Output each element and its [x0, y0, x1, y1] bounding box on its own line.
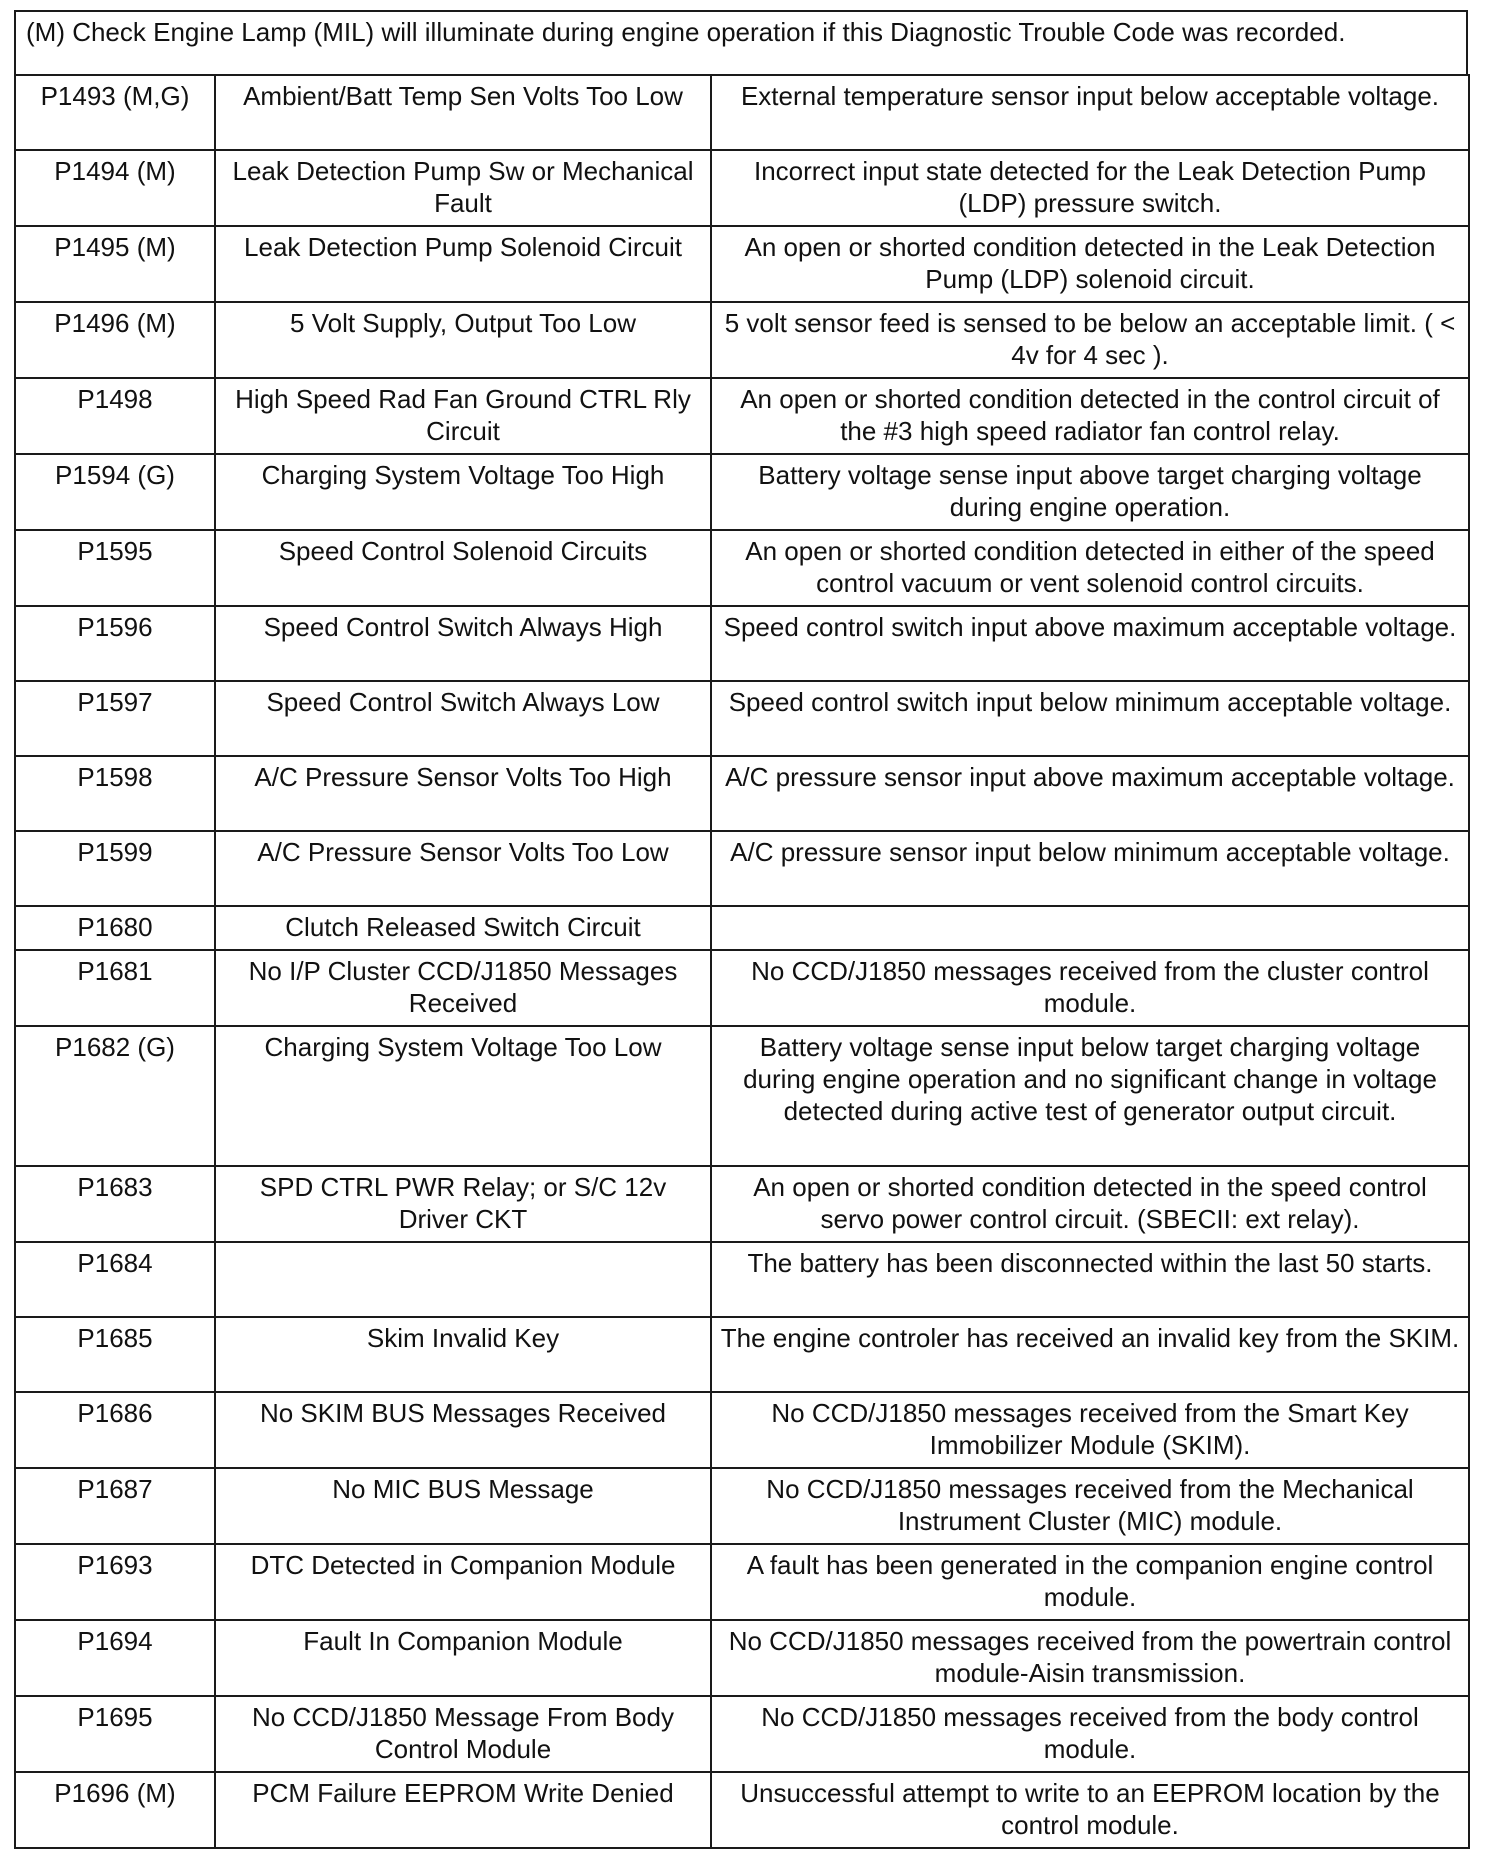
dtc-description: Battery voltage sense input below target charging voltage during engine operation and no significant change in voltage detected during active test of generator output circuit.	[711, 1026, 1469, 1166]
dtc-description: An open or shorted condition detected in the Leak Detection Pump (LDP) solenoid circuit.	[711, 226, 1469, 302]
table-row	[15, 226, 1469, 302]
dtc-title: No MIC BUS Message	[215, 1468, 711, 1544]
table-row	[15, 302, 1469, 378]
dtc-description: The battery has been disconnected within the last 50 starts.	[711, 1242, 1469, 1317]
dtc-code: P1599	[15, 831, 215, 906]
table-row	[15, 454, 1469, 530]
dtc-description: No CCD/J1850 messages received from the cluster control module.	[711, 950, 1469, 1026]
dtc-title: Charging System Voltage Too High	[215, 454, 711, 530]
dtc-code: P1686	[15, 1392, 215, 1468]
dtc-description: No CCD/J1850 messages received from the powertrain control module-Aisin transmission.	[711, 1620, 1469, 1696]
table-row	[15, 1544, 1469, 1620]
dtc-code: P1681	[15, 950, 215, 1026]
dtc-description: A fault has been generated in the companion engine control module.	[711, 1544, 1469, 1620]
dtc-title: Fault In Companion Module	[215, 1620, 711, 1696]
dtc-title: PCM Failure EEPROM Write Denied	[215, 1772, 711, 1848]
dtc-title: No SKIM BUS Messages Received	[215, 1392, 711, 1468]
dtc-description	[711, 906, 1469, 950]
dtc-code: P1496 (M)	[15, 302, 215, 378]
dtc-description: Battery voltage sense input above target charging voltage during engine operation.	[711, 454, 1469, 530]
dtc-code: P1680	[15, 906, 215, 950]
table-row	[15, 756, 1469, 831]
dtc-code: P1694	[15, 1620, 215, 1696]
dtc-code: P1685	[15, 1317, 215, 1392]
table-row	[15, 1696, 1469, 1772]
dtc-description: An open or shorted condition detected in the speed control servo power control circuit. (SBECII: ext relay).	[711, 1166, 1469, 1242]
dtc-title: 5 Volt Supply, Output Too Low	[215, 302, 711, 378]
dtc-description: Speed control switch input below minimum acceptable voltage.	[711, 681, 1469, 756]
dtc-description: A/C pressure sensor input below minimum acceptable voltage.	[711, 831, 1469, 906]
dtc-title: High Speed Rad Fan Ground CTRL Rly Circuit	[215, 378, 711, 454]
dtc-title: A/C Pressure Sensor Volts Too High	[215, 756, 711, 831]
dtc-description: No CCD/J1850 messages received from the Smart Key Immobilizer Module (SKIM).	[711, 1392, 1469, 1468]
dtc-code: P1595	[15, 530, 215, 606]
dtc-code: P1493 (M,G)	[15, 75, 215, 150]
table-row	[15, 378, 1469, 454]
table-row	[15, 1392, 1469, 1468]
dtc-title: Charging System Voltage Too Low	[215, 1026, 711, 1166]
dtc-document	[14, 10, 1468, 1849]
dtc-code: P1498	[15, 378, 215, 454]
table-row	[15, 1468, 1469, 1544]
table-row	[15, 1166, 1469, 1242]
dtc-code: P1596	[15, 606, 215, 681]
dtc-description: No CCD/J1850 messages received from the body control module.	[711, 1696, 1469, 1772]
dtc-description: A/C pressure sensor input above maximum acceptable voltage.	[711, 756, 1469, 831]
dtc-title: Speed Control Solenoid Circuits	[215, 530, 711, 606]
dtc-description: The engine controler has received an invalid key from the SKIM.	[711, 1317, 1469, 1392]
table-row	[15, 75, 1469, 150]
dtc-description: Speed control switch input above maximum acceptable voltage.	[711, 606, 1469, 681]
table-row	[15, 906, 1469, 950]
dtc-code: P1598	[15, 756, 215, 831]
dtc-code: P1597	[15, 681, 215, 756]
dtc-title: Clutch Released Switch Circuit	[215, 906, 711, 950]
mil-note: (M) Check Engine Lamp (MIL) will illuminate during engine operation if this Diagnostic Trouble Code was recorded.	[14, 10, 1468, 74]
dtc-title: Ambient/Batt Temp Sen Volts Too Low	[215, 75, 711, 150]
table-row	[15, 1772, 1469, 1848]
dtc-description: An open or shorted condition detected in the control circuit of the #3 high speed radiator fan control relay.	[711, 378, 1469, 454]
dtc-description: 5 volt sensor feed is sensed to be below an acceptable limit. ( < 4v for 4 sec ).	[711, 302, 1469, 378]
dtc-title: No CCD/J1850 Message From Body Control Module	[215, 1696, 711, 1772]
dtc-title: SPD CTRL PWR Relay; or S/C 12v Driver CKT	[215, 1166, 711, 1242]
dtc-table	[14, 74, 1470, 1849]
dtc-code: P1695	[15, 1696, 215, 1772]
dtc-title: No I/P Cluster CCD/J1850 Messages Received	[215, 950, 711, 1026]
dtc-code: P1594 (G)	[15, 454, 215, 530]
dtc-title: DTC Detected in Companion Module	[215, 1544, 711, 1620]
table-row	[15, 1620, 1469, 1696]
dtc-title: Speed Control Switch Always High	[215, 606, 711, 681]
dtc-description: External temperature sensor input below acceptable voltage.	[711, 75, 1469, 150]
table-row	[15, 681, 1469, 756]
dtc-title: Leak Detection Pump Solenoid Circuit	[215, 226, 711, 302]
dtc-code: P1687	[15, 1468, 215, 1544]
table-row	[15, 530, 1469, 606]
table-row	[15, 950, 1469, 1026]
table-row	[15, 1026, 1469, 1166]
dtc-title: Skim Invalid Key	[215, 1317, 711, 1392]
dtc-code: P1682 (G)	[15, 1026, 215, 1166]
dtc-description: No CCD/J1850 messages received from the Mechanical Instrument Cluster (MIC) module.	[711, 1468, 1469, 1544]
table-row	[15, 150, 1469, 226]
table-row	[15, 606, 1469, 681]
dtc-description: An open or shorted condition detected in either of the speed control vacuum or vent solenoid control circuits.	[711, 530, 1469, 606]
dtc-title: Speed Control Switch Always Low	[215, 681, 711, 756]
dtc-code: P1684	[15, 1242, 215, 1317]
dtc-code: P1693	[15, 1544, 215, 1620]
dtc-title: Leak Detection Pump Sw or Mechanical Fault	[215, 150, 711, 226]
dtc-title: A/C Pressure Sensor Volts Too Low	[215, 831, 711, 906]
dtc-title	[215, 1242, 711, 1317]
dtc-code: P1696 (M)	[15, 1772, 215, 1848]
dtc-code: P1495 (M)	[15, 226, 215, 302]
dtc-description: Incorrect input state detected for the Leak Detection Pump (LDP) pressure switch.	[711, 150, 1469, 226]
table-row	[15, 831, 1469, 906]
dtc-description: Unsuccessful attempt to write to an EEPROM location by the control module.	[711, 1772, 1469, 1848]
table-row	[15, 1242, 1469, 1317]
table-row	[15, 1317, 1469, 1392]
dtc-code: P1683	[15, 1166, 215, 1242]
dtc-code: P1494 (M)	[15, 150, 215, 226]
